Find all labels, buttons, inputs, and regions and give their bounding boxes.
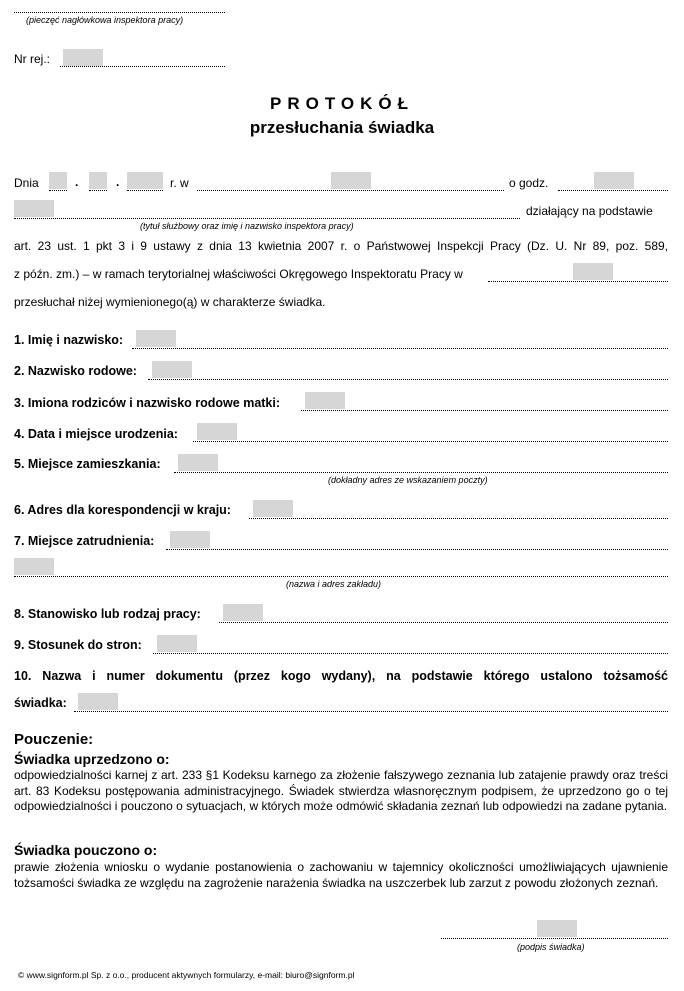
field-10-line	[74, 711, 668, 712]
signature-line	[441, 938, 668, 939]
field-3-label: 3. Imiona rodziców i nazwisko rodowe matki:	[14, 396, 281, 410]
date-dot-2: .	[116, 175, 120, 189]
field-5-line	[174, 472, 668, 473]
residence-field[interactable]	[178, 454, 218, 471]
field-5-label: 5. Miejsce zamieszkania:	[14, 457, 161, 471]
field-2-line	[148, 379, 668, 380]
relation-to-parties-field[interactable]	[157, 635, 197, 652]
inspector-field[interactable]	[14, 200, 54, 217]
family-name-field[interactable]	[152, 361, 192, 378]
legal-text-2: z późn. zm.) – w ramach terytorialnej właściwości Okręgowego Inspektoratu Pracy w	[14, 267, 463, 281]
day-label: Dnia	[14, 176, 39, 190]
full-name-field[interactable]	[136, 330, 176, 347]
reg-label: Nr rej.:	[14, 52, 50, 66]
field-1-label: 1. Imię i nazwisko:	[14, 333, 124, 347]
month-line	[89, 190, 107, 191]
stamp-caption: (pieczęć nagłówkowa inspektora pracy)	[26, 15, 184, 25]
day-line	[49, 190, 67, 191]
warned-heading: Świadka uprzedzono o:	[14, 751, 170, 767]
day-field[interactable]	[49, 172, 67, 189]
instructions-heading: Pouczenie:	[14, 731, 94, 748]
position-field[interactable]	[223, 604, 263, 621]
field-6-line	[249, 518, 668, 519]
date-dot-1: .	[75, 175, 79, 189]
field-6-label: 6. Adres dla korespondencji w kraju:	[14, 503, 231, 517]
field-1-line	[132, 348, 668, 349]
acting-label: działający na podstawie	[526, 204, 653, 218]
employer-field-continued[interactable]	[14, 558, 54, 575]
informed-heading: Świadka pouczono o:	[14, 842, 158, 858]
reg-number-field[interactable]	[63, 49, 103, 66]
field-4-label: 4. Data i miejsce urodzenia:	[14, 427, 178, 441]
field-7-label: 7. Miejsce zatrudnienia:	[14, 534, 155, 548]
signature-field[interactable]	[537, 920, 577, 937]
correspondence-address-field[interactable]	[253, 500, 293, 517]
page-subtitle: przesłuchania świadka	[249, 118, 435, 137]
field-4-line	[193, 441, 668, 442]
field-7-line	[166, 549, 668, 550]
time-label: o godz.	[509, 176, 549, 190]
field-2-label: 2. Nazwisko rodowe:	[14, 364, 137, 378]
informed-text: prawie złożenia wniosku o wydanie postanowienia o zachowaniu w tajemnicy okoliczności umożliwiających ujawnienie tożsamości świadka ze względu na zagrożenie narażenia świadka na uszczerbek lub zarzut z powodu złożonych zeznań.	[14, 860, 668, 890]
year-field[interactable]	[127, 172, 163, 189]
reg-line	[60, 66, 225, 67]
field-8-label: 8. Stanowisko lub rodzaj pracy:	[14, 607, 201, 621]
birth-date-place-field[interactable]	[197, 423, 237, 440]
warned-text: odpowiedzialności karnej z art. 233 §1 Kodeksu karnego za złożenie fałszywego zeznania lub zatajenie prawdy oraz treści art. 83 Kodeksu postępowania administracyjnego. Świadek stwierdza własnoręcznym podpisem, że uprzedzono go o tej odpowiedzialności i pouczono o sytuacjach, w których może odmówić składania zeznań lub odpowiedzi na zadane pytania.	[14, 768, 668, 813]
field-10-label-2: świadka:	[14, 696, 67, 710]
legal-text-1: art. 23 ust. 1 pkt 3 i 9 ustawy z dnia 13 kwietnia 2007 r. o Państwowej Inspekcji Pracy (Dz. U. Nr 89, poz. 589,	[14, 239, 668, 253]
parents-names-field[interactable]	[305, 392, 345, 409]
year-suffix: r. w	[170, 176, 189, 190]
legal-text-3: przesłuchał niżej wymienionego(ą) w charakterze świadka.	[14, 295, 326, 309]
field-9-label: 9. Stosunek do stron:	[14, 638, 142, 652]
field-10-label: 10. Nazwa i numer dokumentu (przez kogo wydany), na podstawie którego ustalono tożsamość	[14, 669, 668, 683]
field-8-line	[219, 622, 668, 623]
inspector-caption: (tytuł służbowy oraz imię i nazwisko inspektora pracy)	[140, 221, 354, 231]
signature-caption: (podpis świadka)	[517, 942, 585, 952]
field-7-line-2	[14, 576, 668, 577]
place-line	[197, 190, 504, 191]
page-title: PROTOKÓŁ	[269, 94, 415, 113]
place-field[interactable]	[331, 172, 371, 189]
month-field[interactable]	[89, 172, 107, 189]
employer-caption: (nazwa i adres zakładu)	[286, 579, 382, 589]
year-line	[127, 190, 163, 191]
inspectorate-field[interactable]	[573, 263, 613, 280]
inspectorate-line	[488, 281, 668, 282]
employer-field[interactable]	[170, 531, 210, 548]
field-9-line	[153, 653, 668, 654]
field-3-line	[301, 410, 668, 411]
stamp-line	[14, 12, 225, 13]
time-field[interactable]	[594, 172, 634, 189]
inspector-line	[14, 218, 520, 219]
footer-text: © www.signform.pl Sp. z o.o., producent aktywnych formularzy, e-mail: biuro@signform.pl	[18, 970, 355, 980]
id-document-field[interactable]	[78, 693, 118, 710]
residence-caption: (dokładny adres ze wskazaniem poczty)	[328, 475, 488, 485]
time-line	[558, 190, 668, 191]
